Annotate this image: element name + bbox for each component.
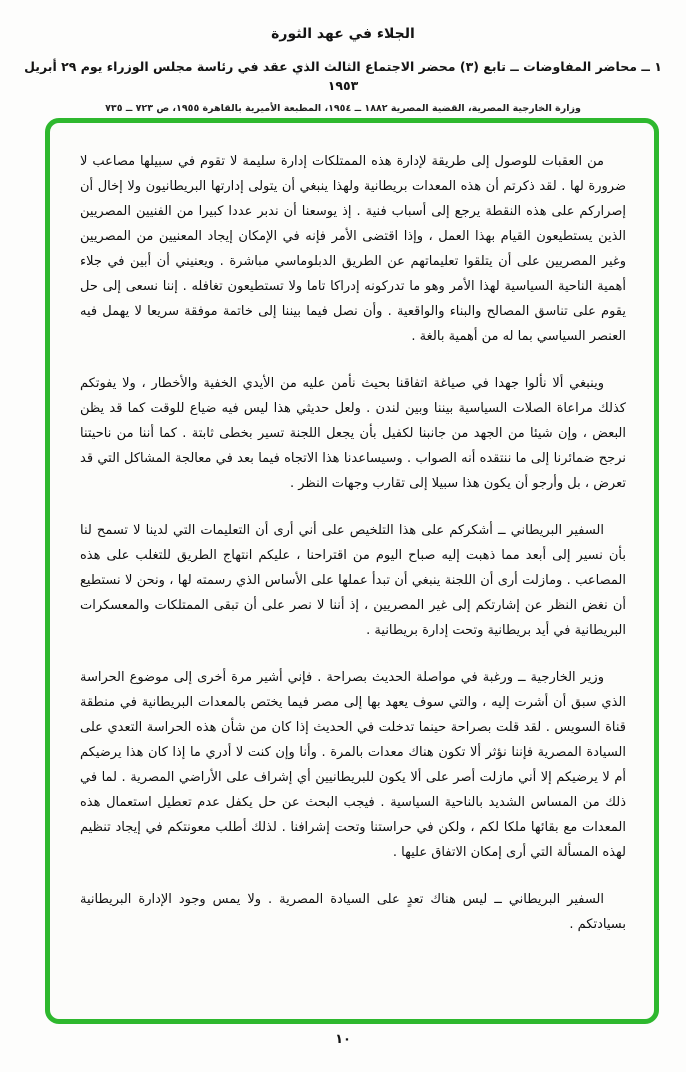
green-highlight-box: [45, 118, 659, 1024]
document-title: الجلاء في عهد الثورة: [271, 26, 415, 42]
paragraph-foreign-minister-1: من العقبات للوصول إلى طريقة لإدارة هذه الممتلكات إدارة سليمة لا تقوم في سبيلها مصاعب لا ضرورة لها . لقد ذكرتم أن هذه المعدات بريطانية ولهذا ينبغي أن يتولى إدارتها البريطانيون ولا إخال أن إصراركم على هذه النقطة يرجع إلى أسباب فنية . إذ يوسعنا أن ندبر عددا كبيرا من الفنيين المصريين الذين يستطيعون القيام بهذا العمل ، وإذا اقتضى الأمر فإنه في الإمكان إيجاد المعنيين من المصريين وغير المصريين على أن يتلقوا تعليماتهم عن الطريق الدبلوماسي مباشرة . ويعنيني أن أبين في جلاء أهمية الناحية السياسية لهذا الأمر وهو ما تدركونه إدراكا تاما ولا تستطيعون تغافله . إننا نسعى إلى حل يقوم على تناسق المصالح والبناء والواقعية . وأن نصل فيما بيننا إلى خاتمة موفقة سريعا لا يهمل فيه العنصر السياسي بما له من أهمية بالغة .: [80, 154, 626, 344]
page-number: ١٠: [335, 1032, 351, 1047]
document-header: [0, 0, 686, 114]
paragraph-foreign-minister-3: وزير الخارجية ــ ورغبة في مواصلة الحديث بصراحة . فإني أشير مرة أخرى إلى موضوع الحراسة الذي سبق أن أشرت إليه ، والتي سوف يعهد بها إلى مصر فيما يختص بالمعدات البريطانية في منطقة قناة السويس . لقد قلت بصراحة حينما تدخلت في الحديث إذا كان من شأن هذه الحراسة التعدي على السيادة المصرية فإننا نؤثر ألا تكون هناك معدات بالمرة . وأنا وإن كنت لا أدري ما إذا كان هذا يرضيكم أم لا يرضيكم إلا أني مازلت أصر على ألا يكون للبريطانيين أي إشراف على الأراضي المصرية . لما في ذلك من المساس الشديد بالناحية السياسية . فيجب البحث عن حل يكفل عدم تعطيل استعمال هذه المعدات مع بقائها ملكا لكم ، ولكن في حراستنا وتحت إشرافنا . لذلك أطلب معونتكم في إيجاد تنظيم لهذه المسألة التي أرى إمكان الاتفاق عليها .: [80, 670, 626, 860]
paragraph-foreign-minister-2: وينبغي ألا نألوا جهدا في صياغة اتفاقنا بحيث نأمن عليه من الأيدي الخفية والأخطار ، ولا يفوتكم كذلك مراعاة الصلات السياسية بيننا وبين لندن . ولعل حديثي هذا ليس فيه ضياع للوقت كما قد يظن البعض ، وإن شيئا من الجهد من جانبنا لكفيل بأن يجعل اللجنة تسير بخطى ثابتة . كما أننا من ناحيتنا نرجح ضمائرنا إلى ما ننتقده أنه الصواب . وسيساعدنا هذا الاتجاه فيما بعد في معالجة المشاكل التي قد تعرض ، بل وأرجو أن يكون هذا سبيلا إلى تقارب وجهات النظر .: [80, 376, 626, 491]
body-text: [50, 123, 654, 937]
section-heading: ١ ــ محاضر المفاوضات ــ تابع (٣) محضر الاجتماع الثالث الذي عقد في رئاسة مجلس الوزراء يوم ٢٩ أبريل ١٩٥٣: [24, 59, 662, 93]
paragraph-british-ambassador-1: السفير البريطاني ــ أشكركم على هذا التلخيص على أني أرى أن التعليمات التي لدينا لا تسمح لنا بأن نسير إلى أبعد مما ذهبت إليه صباح اليوم من اقتراحنا ، عليكم انتهاج الطريق للتغلب على هذه المصاعب . ومازلت أرى أن اللجنة ينبغي أن تبدأ عملها على الأساس الذي رسمته لها ، ونحن لا نستطيع أن نغض النظر عن إشارتكم إلى غير المصريين ، إذ أننا لا نصر على أن تبقى الممتلكات والمعسكرات البريطانية في أيد بريطانية وتحت إدارة بريطانية .: [80, 523, 626, 638]
source-citation: وزارة الخارجية المصرية، القضية المصرية ١٨٨٢ ــ ١٩٥٤، المطبعة الأميرية بالقاهرة ١٩٥٥، ص ٧٢٣ ــ ٧٣٥: [105, 102, 581, 114]
paragraph-british-ambassador-2: السفير البريطاني ــ ليس هناك تعدٍ على السيادة المصرية . ولا يمس وجود الإدارة البريطانية بسيادتكم .: [80, 892, 626, 932]
